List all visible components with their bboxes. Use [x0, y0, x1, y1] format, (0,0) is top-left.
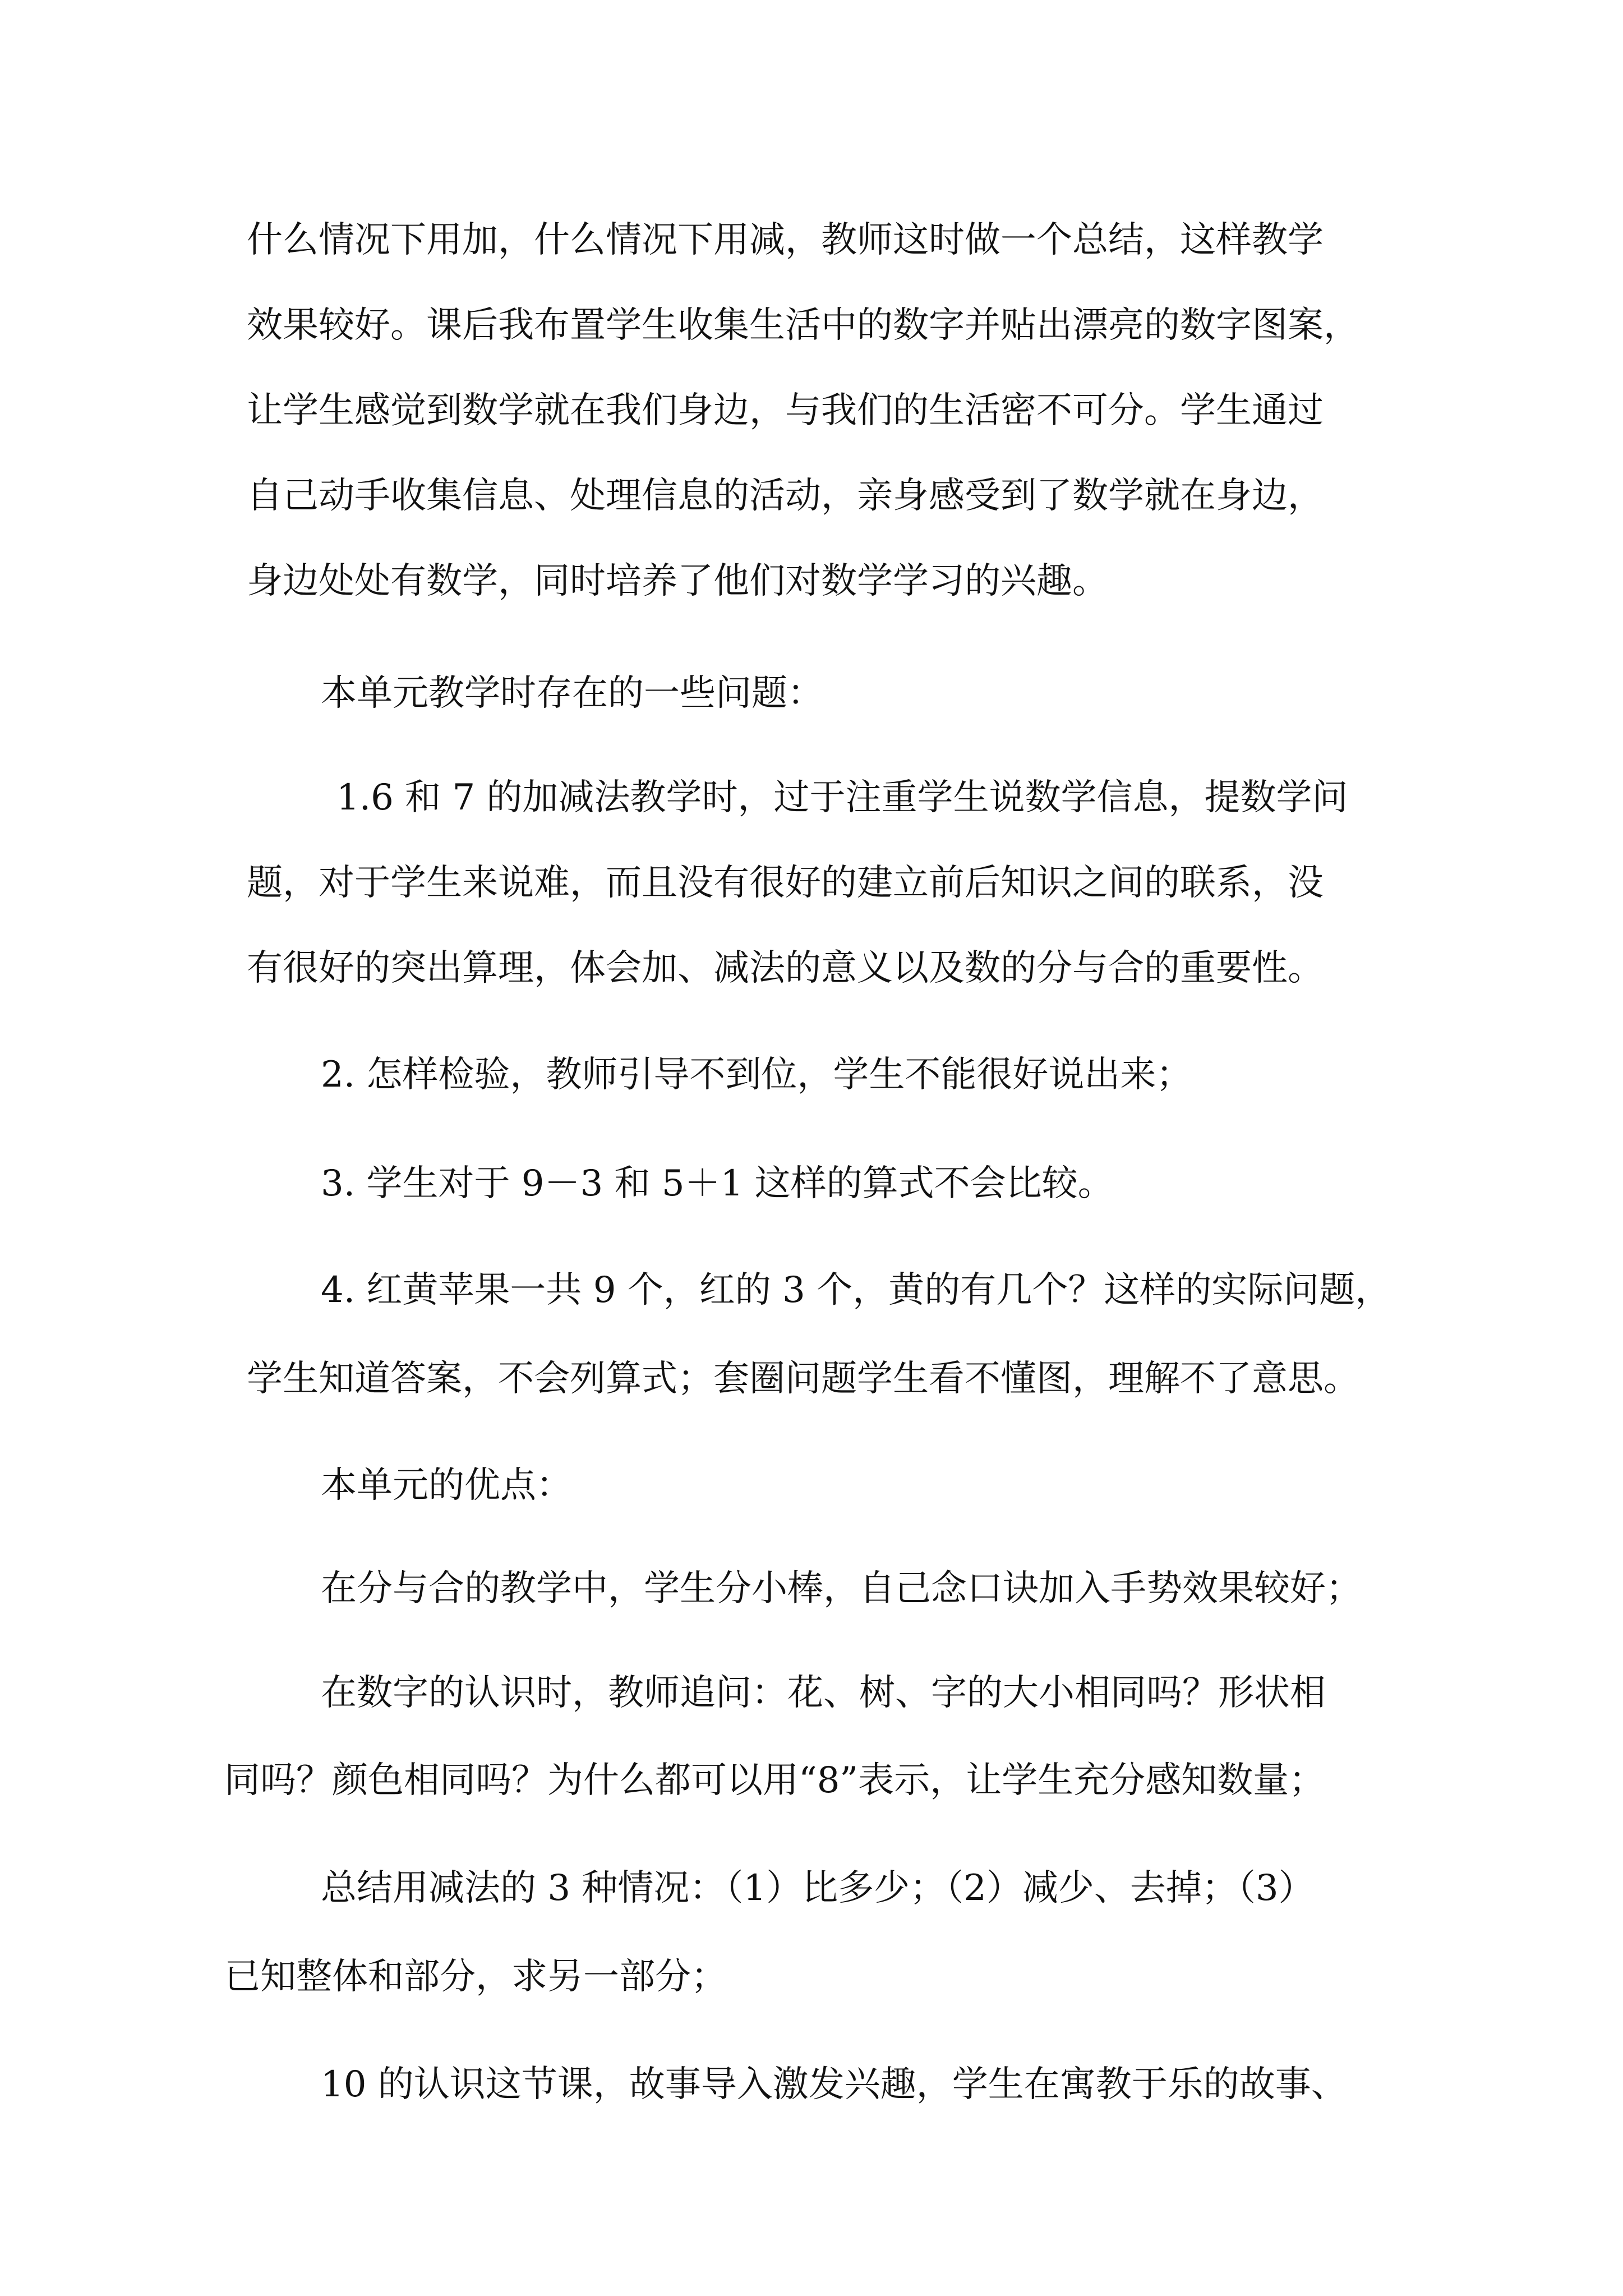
text-line: 让学生感觉到数学就在我们身边，与我们的生活密不可分。学生通过 — [247, 390, 1324, 431]
text-line: 什么情况下用加，什么情况下用减，教师这时做一个总结，这样教学 — [247, 219, 1324, 261]
text-line: 1.6 和 7 的加减法教学时，过于注重学生说数学信息，提数学问 — [336, 777, 1348, 818]
text-line: 总结用减法的 3 种情况：（1）比多少；（2）减少、去掉；（3） — [321, 1867, 1315, 1909]
text-line: 已知整体和部分，求另一部分； — [224, 1956, 727, 1998]
text-line: 10 的认识这节课，故事导入激发兴趣，学生在寓教于乐的故事、 — [321, 2064, 1347, 2105]
text-line: 3. 学生对于 9－3 和 5＋1 这样的算式不会比较。 — [321, 1163, 1114, 1204]
text-line: 2. 怎样检验，教师引导不到位，学生不能很好说出来； — [321, 1054, 1192, 1096]
text-line: 自己动手收集信息、处理信息的活动，亲身感受到了数学就在身边， — [247, 475, 1324, 517]
text-line: 题，对于学生来说难，而且没有很好的建立前后知识之间的联系，没 — [247, 862, 1324, 904]
text-line: 身边处处有数学，同时培养了他们对数学学习的兴趣。 — [247, 560, 1108, 602]
text-line: 效果较好。课后我布置学生收集生活中的数字并贴出漂亮的数字图案， — [247, 305, 1359, 346]
text-line: 在分与合的教学中，学生分小棒，自己念口诀加入手势效果较好； — [321, 1568, 1362, 1609]
text-line: 有很好的突出算理，体会加、减法的意义以及数的分与合的重要性。 — [247, 947, 1324, 989]
text-line: 同吗？颜色相同吗？为什么都可以用“8”表示，让学生充分感知数量； — [224, 1760, 1325, 1801]
text-line: 4. 红黄苹果一共 9 个，红的 3 个，黄的有几个？这样的实际问题， — [321, 1269, 1391, 1311]
text-line: 学生知道答案，不会列算式；套圈问题学生看不懂图，理解不了意思。 — [247, 1358, 1359, 1400]
section-heading: 本单元教学时存在的一些问题： — [321, 673, 823, 714]
text-line: 在数字的认识时，教师追问：花、树、字的大小相同吗？形状相 — [321, 1672, 1326, 1714]
section-heading: 本单元的优点： — [321, 1465, 572, 1506]
